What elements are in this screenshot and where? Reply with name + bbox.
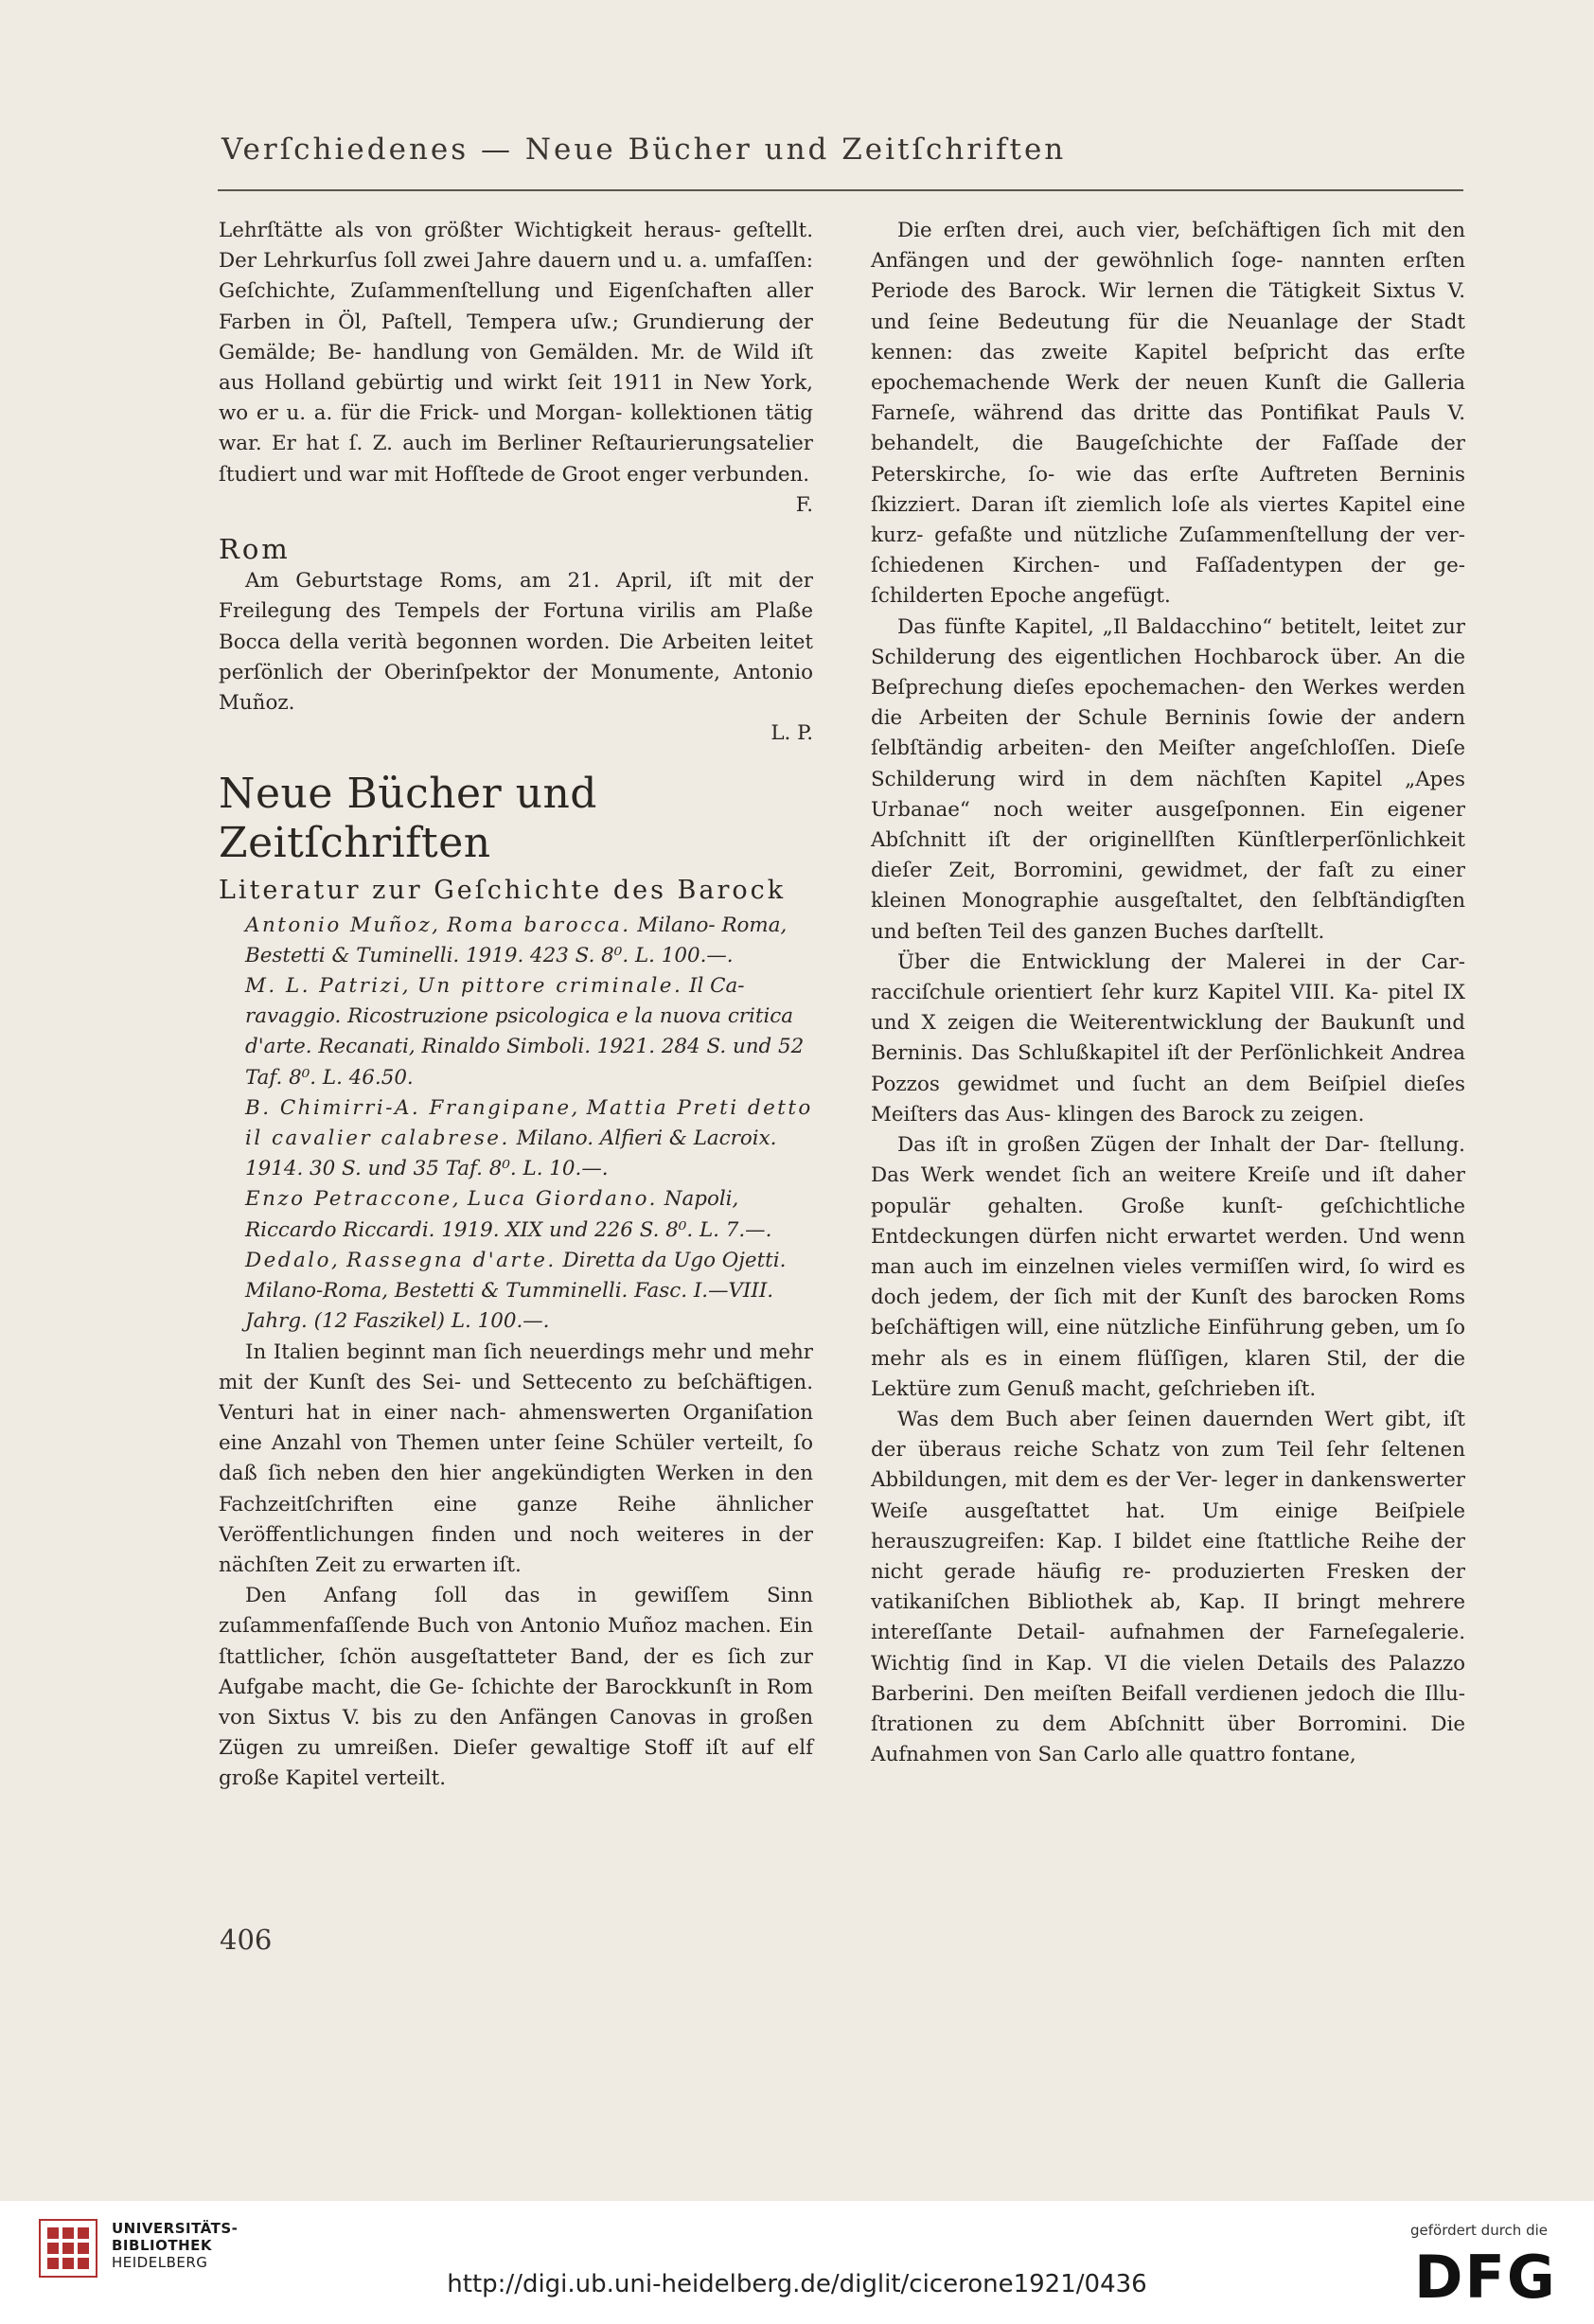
running-header: Verſchiedenes — Neue Bücher und Zeitſchriften bbox=[221, 133, 1067, 167]
paragraph: Die erſten drei, auch vier, beſchäftigen ſich mit den Anfängen und der gewöhnlich ſoge- nannten erſten Periode des Barock. Wir lernen die Tätigkeit Sixtus V. und ſeine Bedeutung für die Neuanlage der Stadt kennen: das zweite Kapitel beſpricht das erſte epochemachende Werk der neuen Kunſt die Galleria Farneſe, während das dritte das Pontifikat Pauls V. behandelt, die Baugeſchichte der Faſſade der Peterskirche, ſo- wie das erſte Auftreten Berninis ſkizziert. Daran iſt ziemlich loſe als viertes Kapitel eine kurz- gefaßte und nützliche Zuſammenſtellung der ver- ſchiedenen Kirchen- und Faſſadentypen der ge- ſchilderten Epoche angefügt. bbox=[871, 219, 1465, 609]
header-rule bbox=[218, 189, 1463, 191]
paragraph: Das iſt in großen Zügen der Inhalt der Dar- ſtellung. Das Werk wendet ſich an weitere Kreiſe und iſt daher populär gehalten. Große kunſt- geſchichtliche Entdeckungen dürfen nicht erwartet werden. Und wenn man auch im einzelnen vieles vermiſſen wird, ſo wird es doch jedem, der ſich mit der Kunſt des barocken Roms beſchäftigen will, eine nützliche Einführung geben, um ſo mehr als es in einem flüſſigen, klaren Stil, der die Lektüre zum Genuß macht, geſchrieben iſt. bbox=[871, 1133, 1465, 1401]
left-column bbox=[219, 216, 813, 1795]
bibliography-entry: Antonio Muñoz, Roma barocca. Milano- Roma, Bestetti & Tuminelli. 1919. 423 S. 8⁰. L. 100.—. bbox=[245, 913, 788, 967]
library-name: UNIVERSITÄTS- BIBLIOTHEK HEIDELBERG bbox=[112, 2220, 239, 2271]
paragraph: Lehrſtätte als von größter Wichtigkeit heraus- geſtellt. Der Lehrkurſus ſoll zwei Jahre dauern und u. a. umfaſſen: Geſchichte, Zuſammenſtellung und Eigenſchaften aller Farben in Öl, Paſtell, Tempera uſw.; Grundierung der Gemälde; Be- handlung von Gemälden. Mr. de Wild iſt aus Holland gebürtig und wirkt ſeit 1911 in New York, wo er u. a. für die Frick- und Morgan- kollektionen tätig war. Er hat ſ. Z. auch im Berliner Reſtaurierungsatelier ſtudiert und war mit Hofſtede de Groot enger verbunden. bbox=[219, 219, 813, 487]
signature: L. P. bbox=[770, 721, 813, 746]
source-link[interactable]: http://digi.ub.uni-heidelberg.de/diglit/cicerone1921/0436 bbox=[447, 2270, 1147, 2298]
bibliography-entry: B. Chimirri-A. Frangipane, Mattia Preti detto il cavalier calabrese. Milano. Alfieri & Lacroix. 1914. 30 S. und 35 Taf. 8⁰. L. 10.—. bbox=[245, 1095, 813, 1181]
bibliography-entry: M. L. Patrizi, Un pittore criminale. Il Ca- ravaggio. Ricostruzione psicologica e la nuova critica d'arte. Recanati, Rinaldo Simboli. 1921. 284 S. und 52 Taf. 8⁰. L. 46.50. bbox=[245, 974, 805, 1090]
paragraph: Was dem Buch aber ſeinen dauernden Wert gibt, iſt der überaus reiche Schatz von zum Teil ſehr ſeltenen Abbildungen, mit dem es der Ver- leger in dankenswerter Weiſe ausgeſtattet hat. Um einige Beiſpiele herauszugreifen: Kap. I bildet eine ſtattliche Reihe der nicht gerade häufig re- produzierten Fresken der vatikaniſchen Bibliothek ab, Kap. II bringt mehrere intereſſante Detail- aufnahmen der Farneſegalerie. Wichtig ſind in Kap. VI die vielen Details des Palazzo Barberini. Den meiſten Beifall verdienen jedoch die Illu- ſtrationen zu dem Abſchnitt über Borromini. Die Aufnahmen von San Carlo alle quattro fontane, bbox=[871, 1407, 1465, 1767]
subsection-title: Literatur zur Geſchichte des Barock bbox=[219, 876, 787, 906]
dfg-caption: gefördert durch die bbox=[1410, 2222, 1548, 2239]
right-column bbox=[871, 216, 1465, 1770]
paragraph: Den Anfang ſoll das in gewiſſem Sinn zuſammenfaſſende Buch von Antonio Muñoz machen. Ein ſtattlicher, ſchön ausgeſtatteter Band, der es ſich zur Aufgabe macht, die Ge- ſchichte der Barockkunſt in Rom von Sixtus V. bis zu den Anfängen Canovas in großen Zügen zu umreißen. Dieſer gewaltige Stoff iſt auf elf große Kapitel verteilt. bbox=[219, 1584, 813, 1791]
page-number: 406 bbox=[220, 1924, 273, 1956]
paragraph: Das fünfte Kapitel, „Il Baldacchino“ betitelt, leitet zur Schilderung des eigentlichen Hochbarock über. An die Beſprechung dieſes epochemachen- den Werkes werden die Arbeiten der Schule Berninis ſowie der andern ſelbſtändig arbeiten- den Meiſter angeſchloſſen. Dieſe Schilderung wird in dem nächſten Kapitel „Apes Urbanae“ noch weiter ausgeſponnen. Ein eigener Abſchnitt iſt der originellſten Künſtlerperſönlichkeit dieſer Zeit, Borromini, gewidmet, der faſt zu einer kleinen Monographie ausgeſtaltet, den ſelbſtändigſten und beſten Teil des ganzen Buches darſtellt. bbox=[871, 614, 1465, 944]
bibliography-entry: Enzo Petraccone, Luca Giordano. Napoli, Riccardo Riccardi. 1919. XIX und 226 S. 8⁰. L. 7.—. bbox=[245, 1187, 772, 1242]
bibliography-entry: Dedalo, Rassegna d'arte. Diretta da Ugo Ojetti. Milano-Roma, Bestetti & Tumminelli. Fasc. I.—VIII. Jahrg. (12 Faszikel) L. 100.—. bbox=[245, 1248, 787, 1334]
footer-bar bbox=[0, 2201, 1594, 2324]
section-title: Neue Bücher und Zeitſchriften bbox=[219, 770, 597, 868]
section-heading-rom: Rom bbox=[219, 533, 291, 566]
dfg-logo: DFG bbox=[1414, 2243, 1557, 2312]
signature: F. bbox=[795, 492, 813, 517]
paragraph: Über die Entwicklung der Malerei in der Car- racciſchule orientiert ſehr kurz Kapitel VIII. Ka- pitel IX und X zeigen die Weiterentwicklung der Baukunſt und Berninis. Das Schlußkapitel iſt der Perſönlichkeit Andrea Pozzos gewidmet und ſucht an dem Beiſpiel dieſes Meiſters das Aus- klingen des Barock zu zeigen. bbox=[871, 949, 1465, 1127]
paragraph: In Italien beginnt man ſich neuerdings mehr und mehr mit der Kunſt des Sei- und Settecento zu beſchäftigen. Venturi hat in einer nach- ahmenswerten Organiſation eine Anzahl von Themen unter ſeine Schüler verteilt, ſo daß ſich neben den hier angekündigten Werken in den Fachzeitſchriften eine ganze Reihe ähnlicher Veröffentlichungen finden und noch weiteres in der nächſten Zeit zu erwarten iſt. bbox=[219, 1339, 813, 1577]
paragraph: Am Geburtstage Roms, am 21. April, iſt mit der Freilegung des Tempels der Fortuna virilis am Plaße Bocca della verità begonnen worden. Die Arbeiten leitet perſönlich der Oberinſpektor der Monumente, Antonio Muñoz. bbox=[219, 569, 813, 716]
